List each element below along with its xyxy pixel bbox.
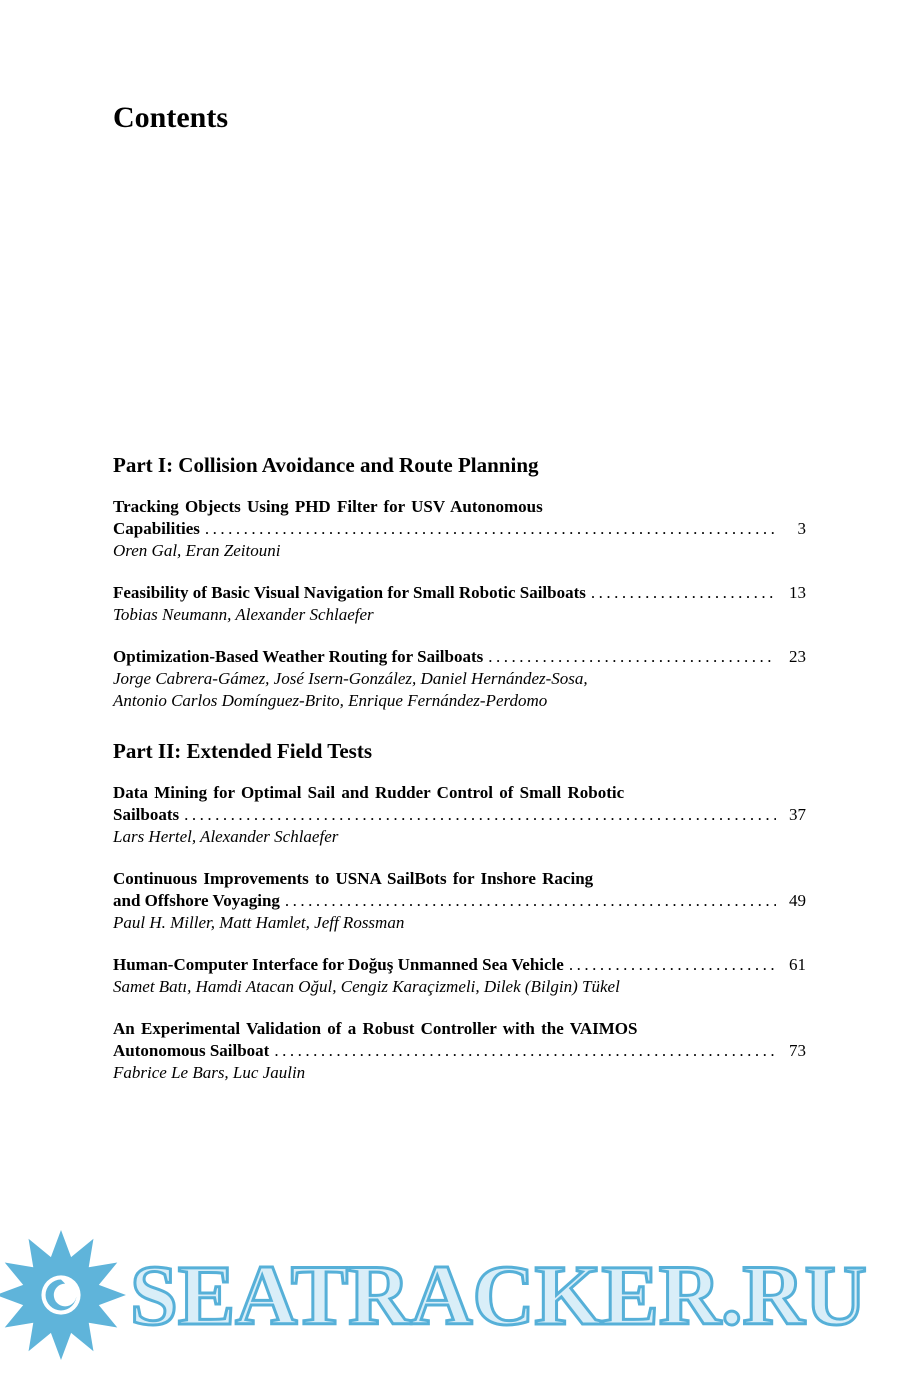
entry-authors: Tobias Neumann, Alexander Schlaefer bbox=[113, 605, 374, 624]
entry-title-line: Feasibility of Basic Visual Navigation for Small Robotic Sailboats bbox=[113, 583, 586, 602]
entry-authors: Jorge Cabrera-Gámez, José Isern-González, Daniel Hernández-Sosa, bbox=[113, 669, 588, 688]
entry-title-line: Human-Computer Interface for Doğuş Unmanned Sea Vehicle bbox=[113, 955, 564, 974]
toc-entry bbox=[113, 1018, 806, 1084]
page-title: Contents bbox=[113, 101, 229, 134]
entry-title-row bbox=[113, 890, 806, 912]
toc-entry bbox=[113, 496, 806, 562]
entry-title-row bbox=[113, 804, 806, 826]
entry-title-row bbox=[113, 646, 806, 668]
dot-leader bbox=[274, 1040, 776, 1062]
watermark bbox=[0, 1228, 915, 1362]
entry-title-line: and Offshore Voyaging bbox=[113, 891, 280, 910]
toc-entry bbox=[113, 868, 806, 934]
entry-page-number: 61 bbox=[789, 955, 806, 974]
entry-authors: Oren Gal, Eran Zeitouni bbox=[113, 541, 281, 560]
toc-entry bbox=[113, 646, 806, 712]
entry-authors: Antonio Carlos Domínguez-Brito, Enrique Fernández-Perdomo bbox=[113, 691, 548, 710]
entry-title-line: Sailboats bbox=[113, 805, 180, 824]
entry-title-row bbox=[113, 954, 806, 976]
toc-entry bbox=[113, 582, 806, 626]
entry-title-line: Autonomous Sailboat bbox=[113, 1041, 270, 1060]
entry-page-number: 37 bbox=[789, 805, 806, 824]
toc-entry bbox=[113, 782, 806, 848]
dot-leader bbox=[184, 804, 776, 826]
entry-title-row bbox=[113, 1040, 806, 1062]
entry-authors: Lars Hertel, Alexander Schlaefer bbox=[113, 827, 339, 846]
entry-title-line: Capabilities bbox=[113, 519, 200, 538]
entry-page-number: 73 bbox=[789, 1041, 806, 1060]
entry-title-line: Optimization-Based Weather Routing for Sailboats bbox=[113, 647, 484, 666]
dot-leader bbox=[591, 582, 776, 604]
entry-title-line: An Experimental Validation of a Robust Controller with the VAIMOS bbox=[113, 1019, 638, 1038]
entry-title-line: Data Mining for Optimal Sail and Rudder Control of Small Robotic bbox=[113, 783, 625, 802]
entry-title-row bbox=[113, 518, 806, 540]
entry-page-number: 13 bbox=[789, 583, 806, 602]
dot-leader bbox=[205, 518, 776, 540]
entry-title-row bbox=[113, 582, 806, 604]
entry-authors: Fabrice Le Bars, Luc Jaulin bbox=[113, 1063, 306, 1082]
dot-leader bbox=[569, 954, 776, 976]
entry-authors: Paul H. Miller, Matt Hamlet, Jeff Rossman bbox=[113, 913, 405, 932]
part-heading-2: Part II: Extended Field Tests bbox=[113, 739, 373, 763]
toc-entry bbox=[113, 954, 806, 998]
entry-page-number: 3 bbox=[797, 519, 806, 538]
entry-authors: Samet Batı, Hamdi Atacan Oğul, Cengiz Karaçizmeli, Dilek (Bilgin) Tükel bbox=[113, 977, 620, 996]
sun-logo-icon bbox=[0, 1228, 128, 1362]
dot-leader bbox=[488, 646, 776, 668]
entry-title-line: Continuous Improvements to USNA SailBots for Inshore Racing bbox=[113, 869, 594, 888]
dot-leader bbox=[285, 890, 776, 912]
entry-page-number: 23 bbox=[789, 647, 806, 666]
entry-page-number: 49 bbox=[789, 891, 806, 910]
part-heading-1: Part I: Collision Avoidance and Route Planning bbox=[113, 453, 539, 477]
watermark-text: SEATRACKER.RU bbox=[130, 1247, 867, 1343]
entry-title-line: Tracking Objects Using PHD Filter for USV Autonomous bbox=[113, 497, 543, 516]
